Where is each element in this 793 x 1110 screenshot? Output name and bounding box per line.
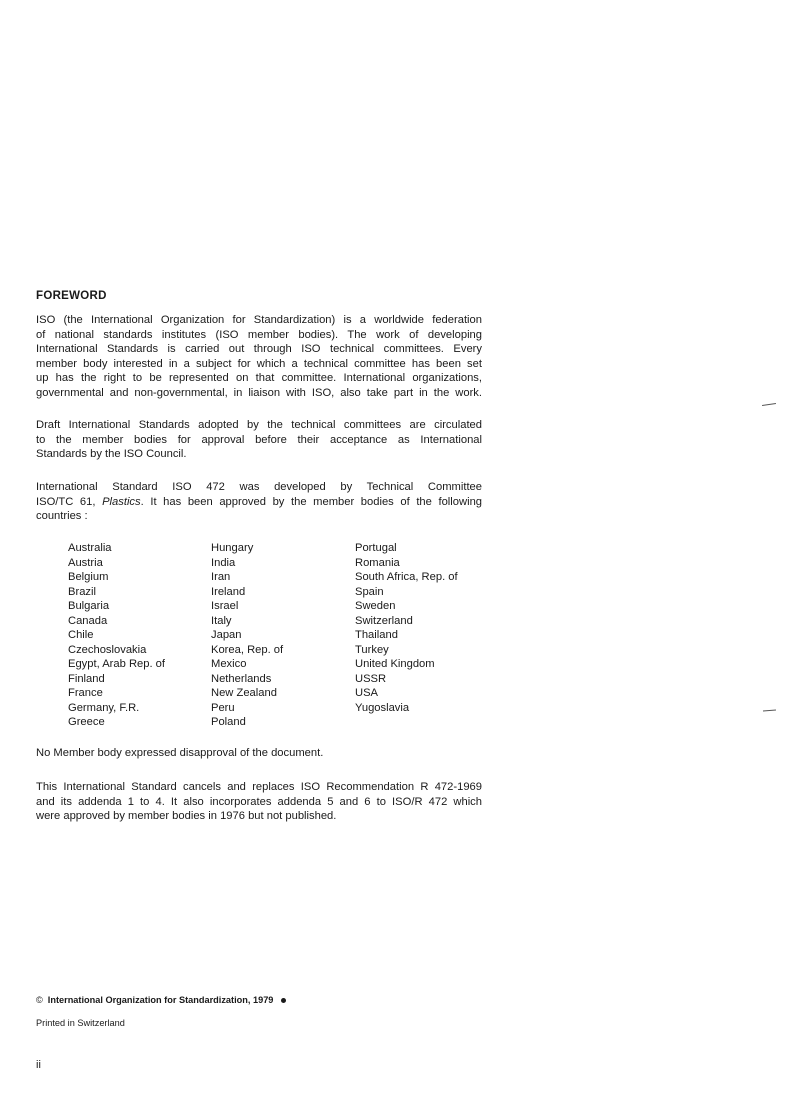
- country: Japan: [211, 629, 242, 641]
- country: Italy: [211, 614, 232, 627]
- country: Ireland: [211, 585, 246, 598]
- copyright-notice: [36, 995, 286, 1005]
- text-line: were approved by member bodies in 1976 but not published.: [36, 810, 337, 823]
- text-line: and its addenda 1 to 4. It also incorporates addenda 5 and 6 to ISO/R 472 which: [36, 795, 482, 808]
- country: Canada: [68, 614, 108, 627]
- country: Czechoslovakia: [68, 643, 147, 656]
- country: Hungary: [211, 542, 254, 554]
- country: South Africa, Rep. of: [355, 571, 458, 583]
- countries-column-1: [68, 541, 211, 730]
- country: Spain: [355, 585, 384, 598]
- approval-text: . It has been approved by the member bodies of the following: [140, 495, 483, 508]
- country: Korea, Rep. of: [211, 643, 284, 656]
- foreword-paragraph-2: [36, 418, 482, 462]
- country: USA: [355, 687, 379, 699]
- text-line: International Standards is carried out through ISO technical committees. Every: [36, 343, 482, 356]
- scan-mark: [763, 710, 776, 712]
- country: Switzerland: [355, 614, 413, 627]
- scan-mark: [762, 403, 776, 406]
- text-line: [36, 495, 482, 510]
- country: Australia: [68, 542, 112, 554]
- country: Netherlands: [211, 672, 272, 685]
- country: New Zealand: [211, 687, 277, 699]
- country: Chile: [68, 629, 94, 641]
- countries-column-2: [211, 541, 355, 730]
- country: USSR: [355, 672, 387, 685]
- text-line: No Member body expressed disapproval of the document.: [36, 747, 324, 759]
- foreword-paragraph-3: [36, 480, 482, 524]
- country: Mexico: [211, 658, 247, 670]
- text-line: member body interested in a subject for which a technical committee has been set: [36, 357, 482, 370]
- committee-id: ISO/TC 61,: [36, 495, 103, 508]
- text-line: International Standard ISO 472 was developed by Technical Committee: [36, 481, 482, 493]
- country: Bulgaria: [68, 600, 110, 612]
- country: Poland: [211, 716, 246, 728]
- text-line: This International Standard cancels and replaces ISO Recommendation R 472-1969: [36, 781, 482, 793]
- country: Austria: [68, 556, 103, 569]
- foreword-paragraph-1: [36, 313, 482, 401]
- country: Brazil: [68, 585, 96, 598]
- country: Egypt, Arab Rep. of: [68, 658, 166, 670]
- country: Iran: [211, 571, 231, 583]
- country: Portugal: [355, 542, 397, 554]
- country: Greece: [68, 716, 105, 728]
- text-line: up has the right to be represented on that committee. International organizations,: [36, 372, 482, 385]
- member-countries-list: [68, 541, 495, 730]
- printed-in: Printed in Switzerland: [36, 1018, 125, 1028]
- country: Peru: [211, 701, 235, 714]
- copyright-text: International Organization for Standardization, 1979: [47, 995, 274, 1005]
- text-line: countries :: [36, 510, 88, 523]
- page-number: ii: [36, 1059, 41, 1071]
- country: Belgium: [68, 571, 109, 583]
- country: India: [211, 556, 236, 569]
- text-line: of national standards institutes (ISO member bodies). The work of developing: [36, 328, 482, 341]
- text-line: governmental and non-governmental, in liaison with ISO, also take part in the work.: [36, 386, 482, 399]
- foreword-paragraph-4: [36, 746, 482, 761]
- text-line: to the member bodies for approval before their acceptance as International: [36, 433, 482, 446]
- text-line: Standards by the ISO Council.: [36, 448, 187, 461]
- bullet-icon: [281, 998, 286, 1003]
- country: Romania: [355, 556, 400, 569]
- countries-column-3: [355, 541, 495, 730]
- country: Turkey: [355, 643, 389, 656]
- foreword-heading: FOREWORD: [36, 290, 107, 302]
- country: France: [68, 687, 103, 699]
- country: United Kingdom: [355, 658, 435, 670]
- country: Germany, F.R.: [68, 701, 140, 714]
- foreword-paragraph-5: [36, 780, 482, 824]
- country: Yugoslavia: [355, 701, 410, 714]
- country: Israel: [211, 600, 239, 612]
- country: Sweden: [355, 600, 396, 612]
- copyright-icon: ©: [36, 995, 43, 1005]
- text-line: ISO (the International Organization for Standardization) is a worldwide federation: [36, 314, 482, 326]
- text-line: Draft International Standards adopted by the technical committees are circulated: [36, 419, 482, 431]
- committee-name: Plastics: [102, 495, 141, 508]
- country: Thailand: [355, 629, 398, 641]
- country: Finland: [68, 672, 105, 685]
